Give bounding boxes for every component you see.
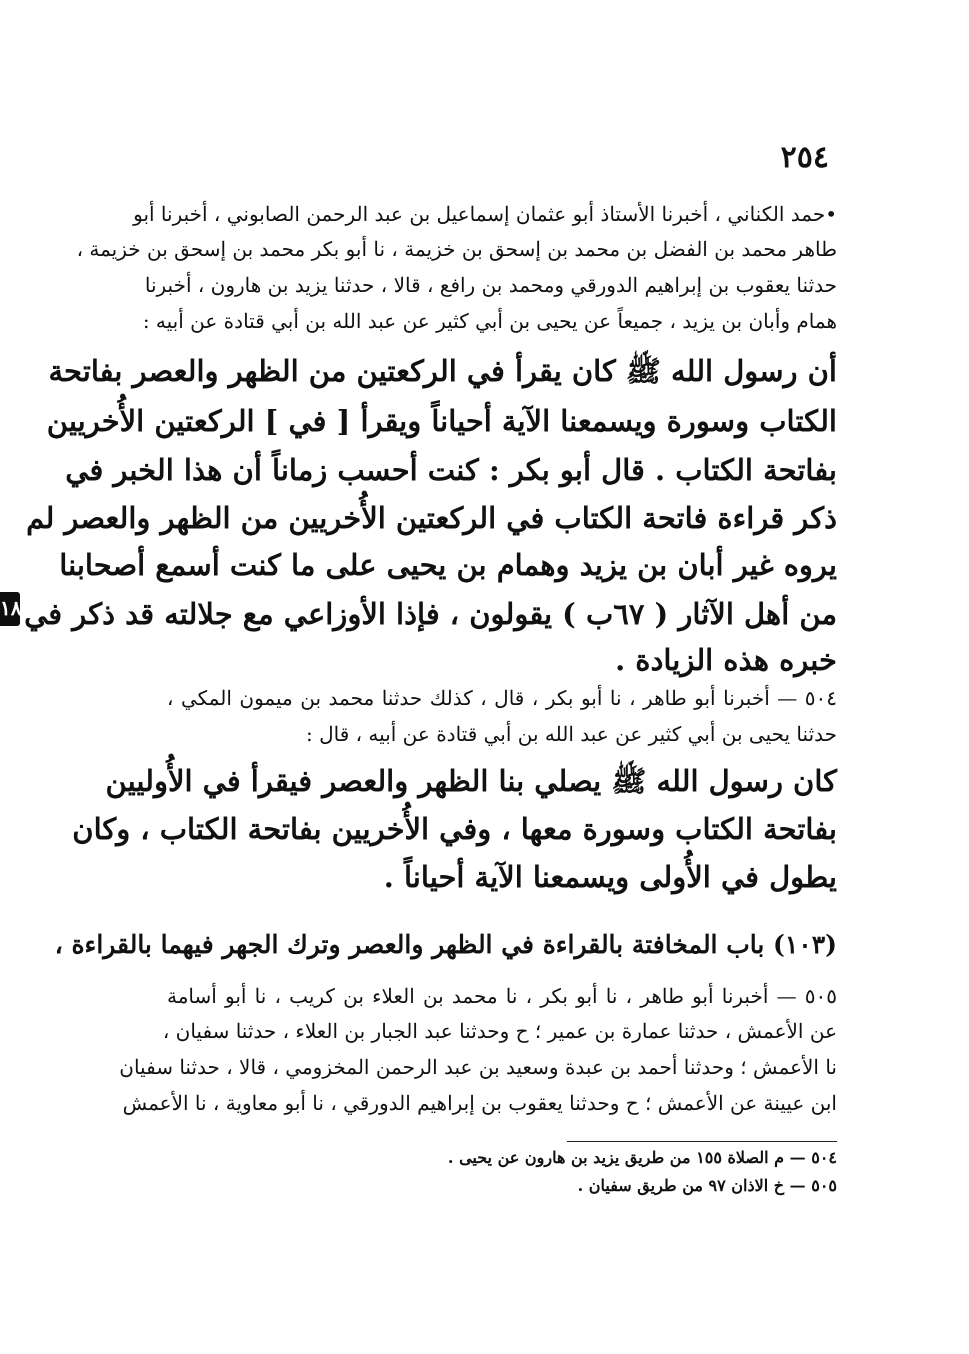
isnad-line: نا الأعمش ؛ وحدثنا أحمد بن عبدة وسعيد بن عبد الرحمن المخزومي ، قالا ، حدثنا سفيان — [119, 1055, 837, 1079]
matn-line: كان رسول الله ﷺ يصلي بنا الظهر والعصر فيقرأ في الأُوليين — [105, 764, 837, 798]
page-number: ٢٥٤ — [780, 140, 829, 175]
matn-line: من أهل الآثار ( ٦٧ب ) يقولون ، فإذا الأوزاعي مع جلالته قد ذكر في — [24, 597, 837, 631]
isnad-line: ٥٠٤ — أخبرنا أبو طاهر ، نا أبو بكر ، قال ، كذلك حدثنا محمد بن ميمون المكي ، — [167, 686, 837, 710]
footnote: ٥٠٤ — م الصلاة ١٥٥ من طريق يزيد بن هارون عن يحيى . — [447, 1148, 837, 1167]
matn-line: الكتاب وسورة ويسمعنا الآية أحياناً ويقرأ [ في ] الركعتين الأُخريين — [46, 404, 837, 438]
isnad-line: طاهر محمد بن الفضل بن محمد بن إسحق بن خزيمة ، نا أبو بكر محمد بن إسحق بن خزيمة ، — [76, 237, 837, 261]
isnad-line: ٥٠٥ — أخبرنا أبو طاهر ، نا أبو بكر ، نا محمد بن العلاء بن كريب ، نا أبو أسامة — [167, 984, 837, 1008]
isnad-line: •حمد الكناني ، أخبرنا الأستاذ أبو عثمان إسماعيل بن عبد الرحمن الصابوني ، أخبرنا أبو — [133, 202, 837, 226]
isnad-line: ابن عيينة عن الأعمش ؛ ح وحدثنا يعقوب بن إبراهيم الدورقي ، نا أبو معاوية ، نا الأعمش — [122, 1091, 837, 1115]
isnad-line: همام وأبان بن يزيد ، جميعاً عن يحيى بن أبي كثير عن عبد الله بن أبي قتادة عن أبيه : — [142, 309, 837, 333]
chapter-thumb-tab — [0, 592, 20, 626]
isnad-line: حدثنا يحيى بن أبي كثير عن عبد الله بن أبي قتادة عن أبيه ، قال : — [305, 722, 837, 746]
isnad-line: عن الأعمش ، حدثنا عمارة بن عمير ؛ ح وحدثنا عبد الجبار بن العلاء ، حدثنا سفيان ، — [162, 1019, 837, 1043]
chapter-heading: (١٠٣) باب المخافتة بالقراءة في الظهر والعصر وترك الجهر فيهما بالقراءة ، — [54, 930, 837, 959]
side-tab-label: ١٨ — [0, 596, 22, 620]
matn-line: يروه غير أبان بن يزيد وهمام بن يحيى على ما كنت أسمع أصحابنا — [59, 548, 837, 582]
matn-line: ذكر قراءة فاتحة الكتاب في الركعتين الأُخريين من الظهر والعصر لم — [26, 501, 837, 535]
footnote: ٥٠٥ — خ الاذان ٩٧ من طريق سفيان . — [577, 1176, 837, 1195]
matn-line: أن رسول الله ﷺ كان يقرأ في الركعتين من الظهر والعصر بفاتحة — [48, 354, 837, 388]
matn-line: يطول في الأُولى ويسمعنا الآية أحياناً . — [383, 860, 837, 894]
isnad-line: حدثنا يعقوب بن إبراهيم الدورقي ومحمد بن رافع ، قالا ، حدثنا يزيد بن هارون ، أخبرنا — [144, 273, 837, 297]
matn-line: خبره هذه الزيادة . — [615, 643, 837, 677]
footnote-divider — [567, 1141, 837, 1142]
matn-line: بفاتحة الكتاب وسورة معها ، وفي الأُخريين بفاتحة الكتاب ، وكان — [72, 812, 837, 846]
matn-line: بفاتحة الكتاب . قال أبو بكر : كنت أحسب زماناً أن هذا الخبر في — [65, 453, 837, 487]
